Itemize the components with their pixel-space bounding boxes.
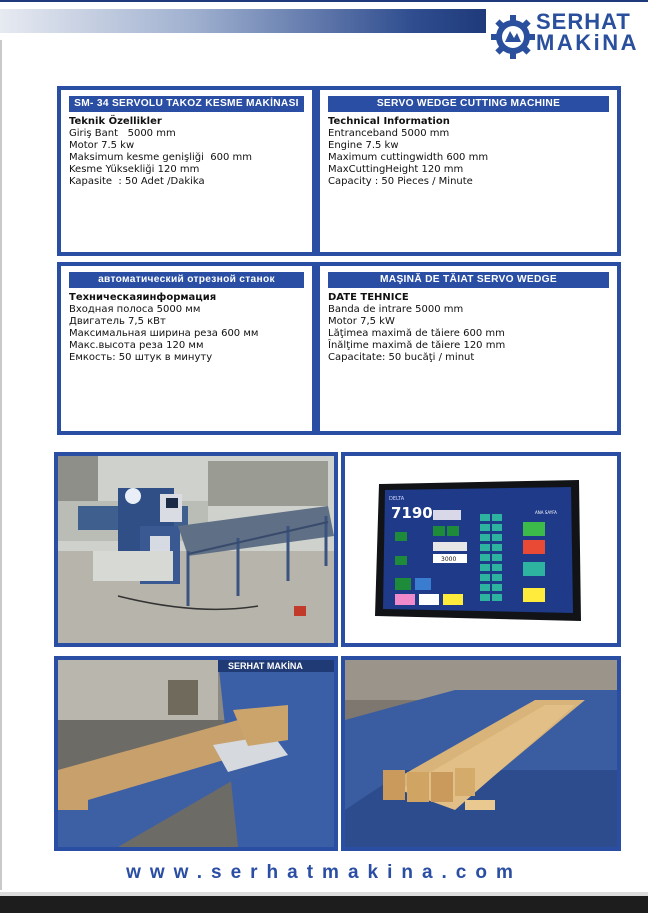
spec-line: Maximum cuttingwidth 600 mm [328,152,489,163]
spec-line: Capacity : 50 Pieces / Minute [328,176,473,187]
panel-title: автоматический отрезной станок [69,272,304,288]
screen-counter: 7190 [391,504,433,522]
panel-body [69,116,306,188]
photo-machine-overview [54,452,338,647]
photo-control-screen [341,452,621,647]
spec-line: Входная полоса 5000 мм [69,304,201,315]
machine-overview-image [58,456,334,643]
panel-body [328,292,611,364]
screen-brand: DELTA [389,496,405,502]
brand-logo [488,8,640,66]
spec-line: Entranceband 5000 mm [328,128,450,139]
left-rule [0,40,2,890]
spec-line: Kesme Yüksekliği 120 mm [69,164,200,175]
control-panel-image [345,456,617,643]
header-bar [0,9,486,33]
panel-title: MAŞINĂ DE TĂIAT SERVO WEDGE [328,272,609,288]
brand-wordmark [536,11,639,53]
footer-bar [0,896,648,913]
panel-body [69,292,306,364]
spec-line: Максимальная ширина реза 600 мм [69,328,259,339]
panel-heading: DATE TEHNICE [328,292,409,303]
screen-menu-label: ANA SAYFA [535,510,557,515]
photo-machine-infeed [54,656,338,851]
gear-logo-icon [490,14,536,60]
spec-line: Banda de intrare 5000 mm [328,304,464,315]
spec-line: Lăţimea maximă de tăiere 600 mm [328,328,505,339]
infeed-image [58,660,334,847]
spec-line: Макс.высота реза 120 мм [69,340,204,351]
spec-line: MaxCuttingHeight 120 mm [328,164,464,175]
website-url: www.serhatmakina.com [126,862,522,883]
photo-cut-wedges [341,656,621,851]
spec-panel-turkish [57,86,316,256]
spec-panel-english [316,86,621,256]
spec-panel-russian [57,262,316,435]
wedges-image [345,660,617,847]
spec-line: Giriş Bant 5000 mm [69,128,176,139]
panel-title: SERVO WEDGE CUTTING MACHINE [328,96,609,112]
spec-line: Maksimum kesme genişliği 600 mm [69,152,253,163]
brand-line-2: MAKiNA [536,30,639,55]
spec-panel-romanian [316,262,621,435]
panel-body [328,116,611,188]
spec-line: Engine 7.5 kw [328,140,399,151]
panel-title: SM- 34 SERVOLU TAKOZ KESME MAKİNASI [69,96,304,112]
spec-line: Capacitate: 50 bucăţi / minut [328,352,475,363]
spec-line: Motor 7.5 kw [69,140,135,151]
screen-value: 3000 [441,556,457,563]
spec-line: Kapasite : 50 Adet /Dakika [69,176,205,187]
spec-line: Двигатель 7,5 кВт [69,316,166,327]
panel-heading: Teknik Özellikler [69,116,162,127]
panel-heading: Техническаяинформация [69,292,217,303]
spec-line: Емкость: 50 штук в минуту [69,352,213,363]
top-rule [0,0,648,2]
spec-line: Motor 7,5 kW [328,316,395,327]
photo-banner-text: SERHAT MAKİNA [228,661,303,671]
spec-line: Înălţime maximă de tăiere 120 mm [328,340,506,351]
panel-heading: Technical Information [328,116,450,127]
brand-line-1: SERHAT [536,9,631,34]
